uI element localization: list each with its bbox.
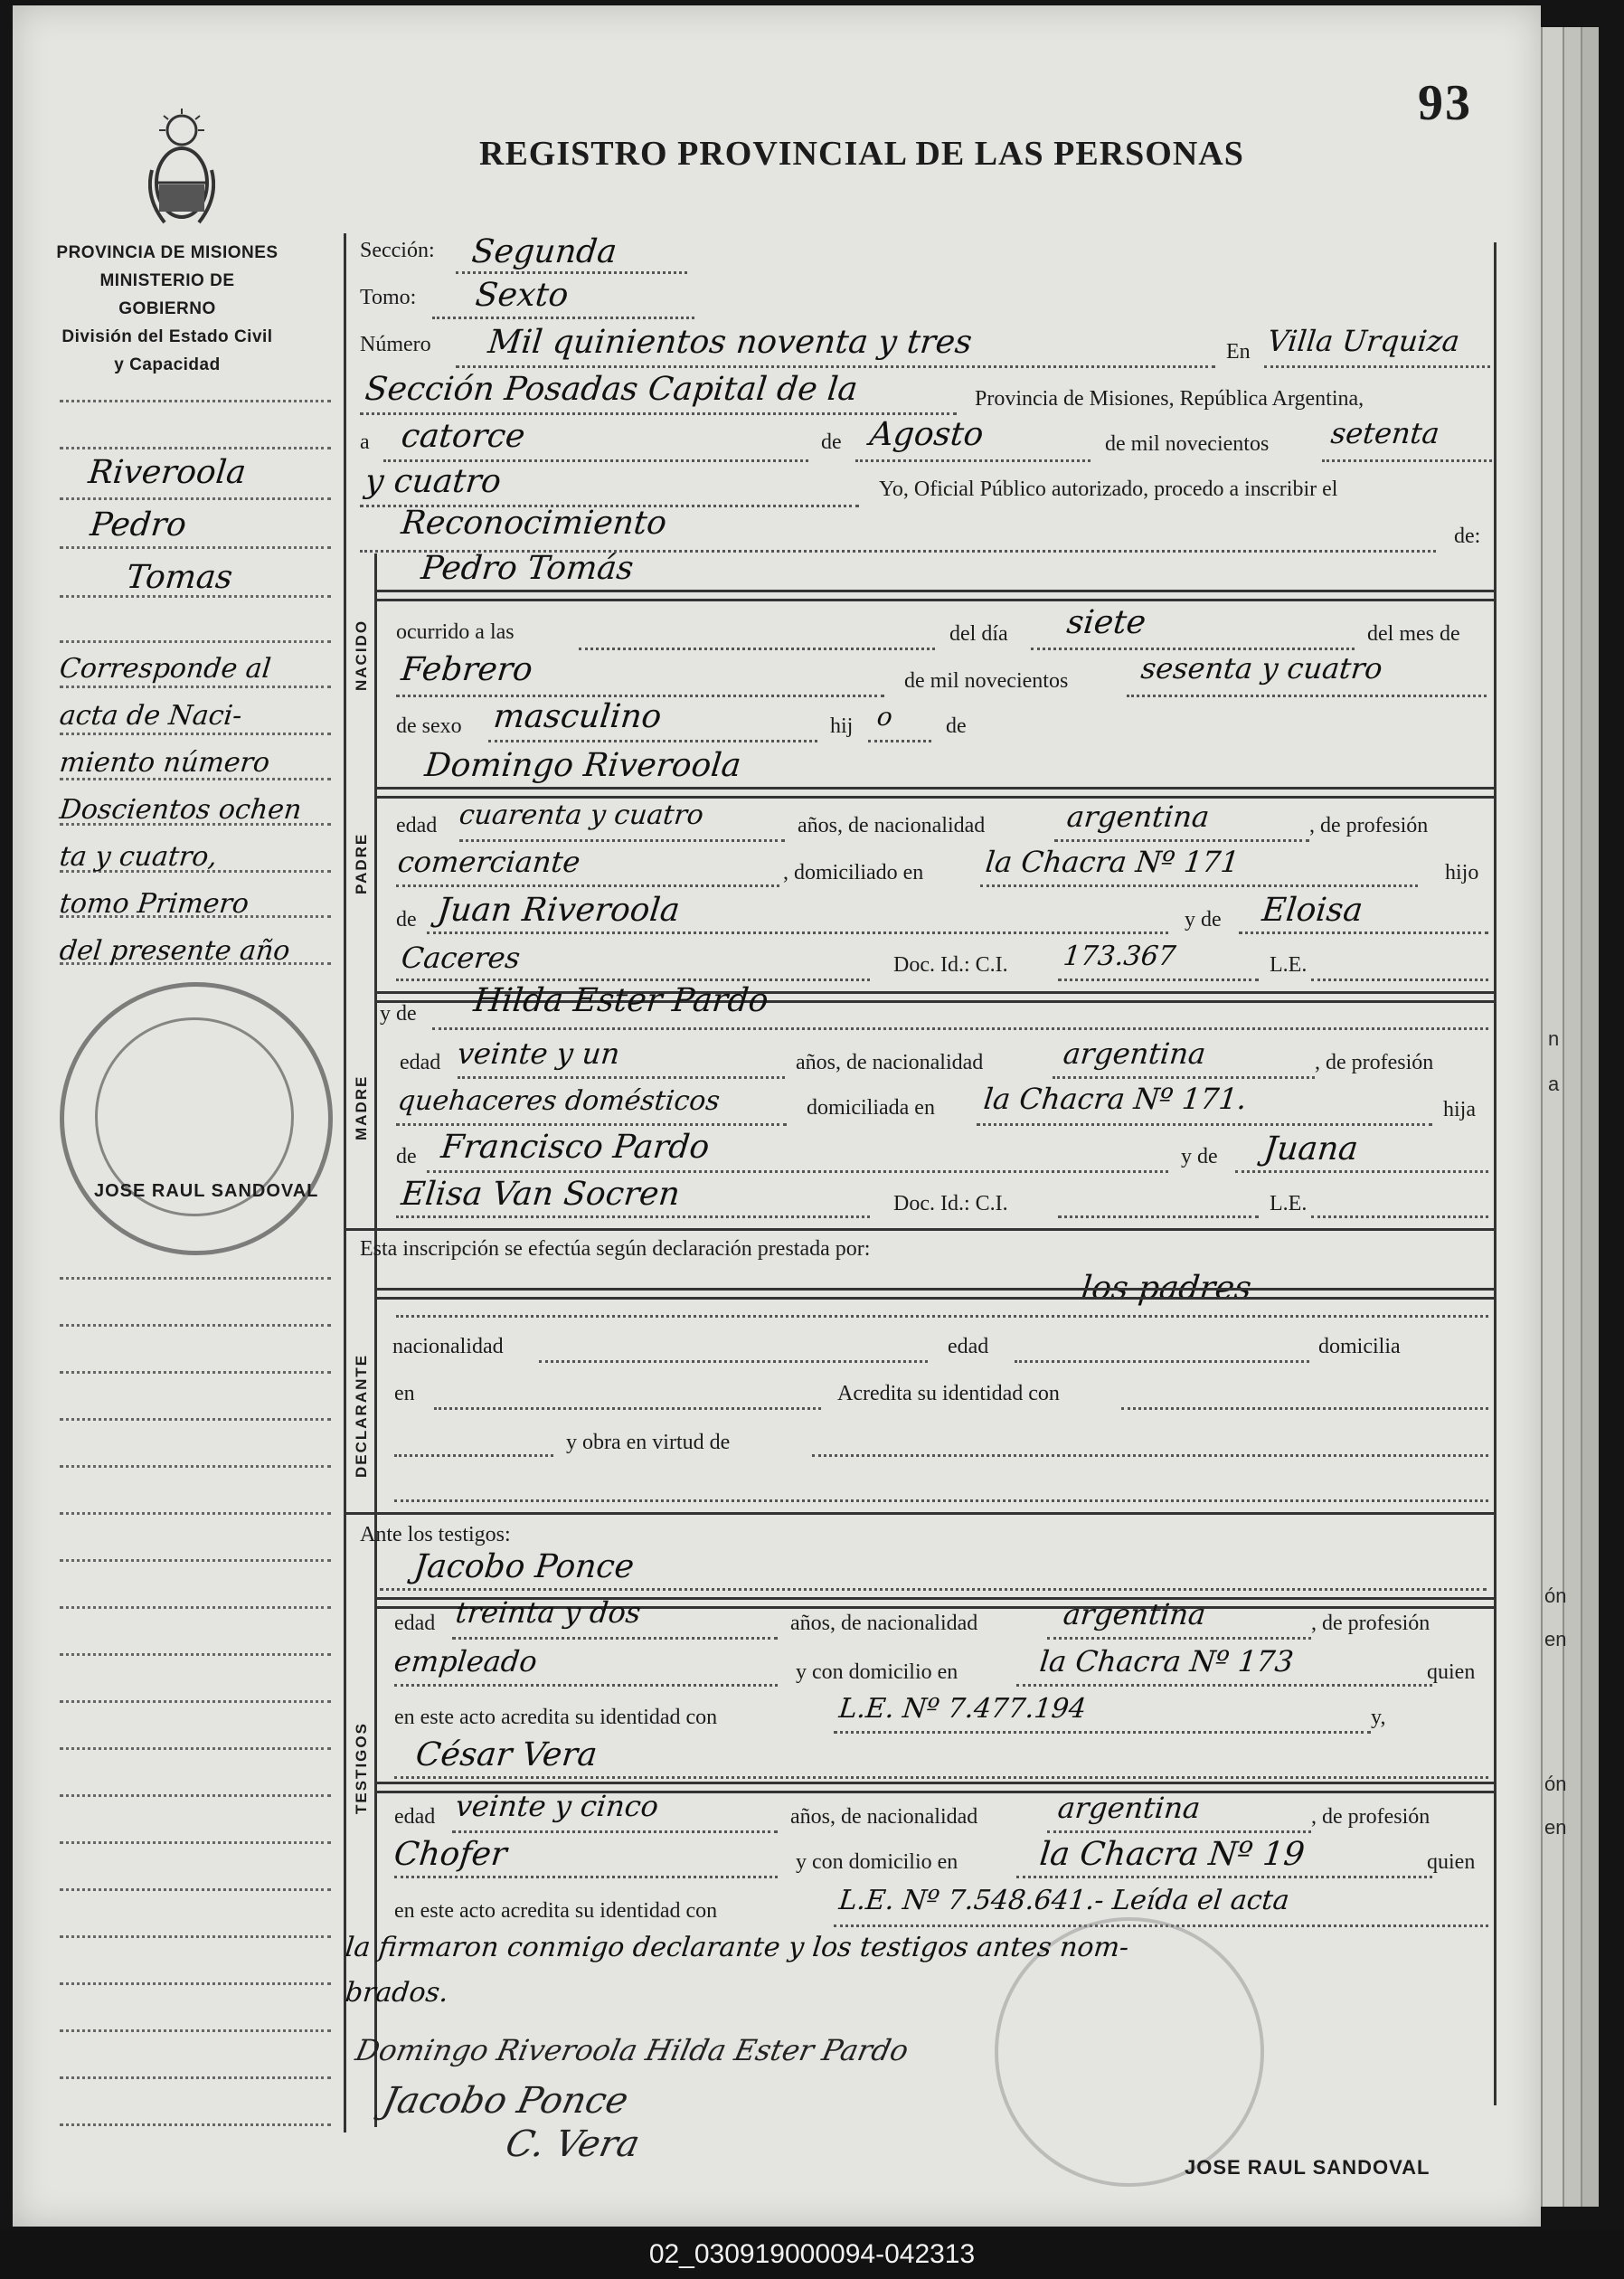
label-declaracion: Esta inscripción se efectúa según declaración prestada por: <box>360 1237 871 1261</box>
section-madre: MADRE <box>353 1074 370 1141</box>
dept-line: MINISTERIO DE GOBIERNO <box>99 271 235 318</box>
field-padre: Domingo Riveroola <box>422 747 743 784</box>
label-ocurrido: ocurrido a las <box>396 620 515 644</box>
field-madre: Hilda Ester Pardo <box>471 982 770 1019</box>
dept-line: División del Estado Civil <box>61 327 273 346</box>
label-quien-2: quien <box>1427 1850 1476 1874</box>
label-testigos: Ante los testigos: <box>360 1523 511 1546</box>
label-de-3: de <box>396 908 417 931</box>
margin-note: acta de Naci- <box>58 700 244 732</box>
label-en-este-acto: en este acto acredita su identidad con <box>394 1706 718 1729</box>
label-de-colon: de: <box>1454 525 1481 548</box>
label-le-m: L.E. <box>1270 1192 1308 1215</box>
label-con-domicilio-2: y con domicilio en <box>796 1850 958 1874</box>
closing-line-1: la firmaron conmigo declarante y los testigos antes nom- <box>344 1932 1131 1963</box>
signature-witness-2: C. Vera <box>502 2123 644 2165</box>
label-sexo: de sexo <box>396 714 462 738</box>
field-declarante: los padres <box>1079 1270 1253 1307</box>
official-stamp <box>60 982 333 1255</box>
field-testigo2: César Vera <box>413 1736 600 1773</box>
field-tomo: Sexto <box>473 277 571 314</box>
dept-line: y Capacidad <box>114 355 221 374</box>
signature-witness-1: Jacobo Ponce <box>379 2080 632 2122</box>
label-tomo: Tomo: <box>360 286 417 309</box>
label-edad-t2: edad <box>394 1805 436 1829</box>
field-madre-dom: la Chacra Nº 171. <box>982 1082 1249 1116</box>
coat-of-arms-icon <box>148 107 215 233</box>
field-madre-edad: veinte y un <box>456 1036 622 1071</box>
margin-note: tomo Primero <box>58 888 250 920</box>
field-nombre: Pedro Tomás <box>419 550 636 587</box>
label-anios-nac: años, de nacionalidad <box>798 814 986 837</box>
field-padre-nac: argentina <box>1065 799 1212 834</box>
field-t2-prof: Chofer <box>392 1836 509 1873</box>
label-domiciliada: domiciliada en <box>807 1096 935 1120</box>
label-profesion: , de profesión <box>1309 814 1429 837</box>
label-le: L.E. <box>1270 953 1308 977</box>
label-de: de <box>821 430 842 454</box>
field-padre-de: Juan Riveroola <box>435 892 682 929</box>
field-t2-nac: argentina <box>1056 1791 1203 1825</box>
label-en: En <box>1226 340 1251 364</box>
edge-text: ón <box>1544 1773 1567 1795</box>
page-edge <box>1581 27 1599 2207</box>
field-madre-y-de: Juana <box>1261 1130 1360 1168</box>
label-anios-nac-t1: años, de nacionalidad <box>790 1612 978 1635</box>
edge-text: en <box>1544 1628 1567 1650</box>
field-padre-ci: 173.367 <box>1062 941 1177 972</box>
label-a: a <box>360 430 370 454</box>
label-de-4: de <box>396 1145 417 1168</box>
label-nacionalidad: nacionalidad <box>392 1335 504 1358</box>
label-provincia: Provincia de Misiones, República Argentina, <box>975 387 1364 411</box>
field-numero: Mil quinientos noventa y tres <box>486 324 974 361</box>
field-t1-prof: empleado <box>392 1644 539 1679</box>
closing-line-2: brados. <box>344 1977 450 2009</box>
label-doc-id: Doc. Id.: C.I. <box>893 953 1008 977</box>
label-edad-t1: edad <box>394 1612 436 1635</box>
label-profesion-t2: , de profesión <box>1311 1805 1430 1829</box>
field-dia: catorce <box>399 418 527 455</box>
margin-note: Tomas <box>124 559 235 596</box>
department-header <box>54 239 280 379</box>
label-en-este-acto-2: en este acto acredita su identidad con <box>394 1899 718 1923</box>
field-seccion: Segunda <box>469 233 619 270</box>
field-acto: Reconocimiento <box>399 505 669 542</box>
edge-text: n <box>1548 1027 1560 1050</box>
field-madre-prof: quehaceres domésticos <box>396 1085 722 1117</box>
field-madre-de: Francisco Pardo <box>439 1129 712 1166</box>
margin-note: Pedro <box>88 506 188 544</box>
label-hijo: hijo <box>1445 861 1479 884</box>
edge-text: en <box>1544 1816 1567 1839</box>
field-padre-y-de: Eloisa <box>1260 892 1365 929</box>
official-signature: JOSE RAUL SANDOVAL <box>1185 2156 1430 2179</box>
document-title: REGISTRO PROVINCIAL DE LAS PERSONAS <box>479 135 1244 173</box>
field-sexo: masculino <box>491 698 664 735</box>
label-seccion: Sección: <box>360 239 435 262</box>
field-padre-edad: cuarenta y cuatro <box>458 799 705 831</box>
dept-line: PROVINCIA DE MISIONES <box>56 243 279 262</box>
field-anio-nac: sesenta y cuatro <box>1139 651 1384 686</box>
margin-note: Doscientos ochen <box>58 794 304 826</box>
edge-text: a <box>1548 1073 1560 1095</box>
margin-note: Corresponde al <box>58 653 273 685</box>
edge-text: ón <box>1544 1584 1567 1607</box>
margin-note: del presente año <box>58 935 292 967</box>
field-padre-apellido: Caceres <box>400 941 523 975</box>
margin-note: ta y cuatro, <box>58 841 219 873</box>
margin-note: miento número <box>58 747 271 779</box>
label-mil-nov: de mil novecientos <box>1105 432 1270 456</box>
label-anios-nac-t2: años, de nacionalidad <box>790 1805 978 1829</box>
label-domicilia: domicilia <box>1318 1335 1401 1358</box>
label-de-2: de <box>946 714 967 738</box>
field-madre-apellido: Elisa Van Socren <box>399 1176 682 1213</box>
section-nacido: NACIDO <box>353 619 370 691</box>
section-testigos: TESTIGOS <box>353 1722 370 1814</box>
label-y-de: y de <box>1185 908 1222 931</box>
label-hija: hija <box>1443 1098 1476 1121</box>
field-lugar: Sección Posadas Capital de la <box>363 371 860 408</box>
label-y-comma: y, <box>1371 1706 1386 1729</box>
label-numero: Número <box>360 333 431 356</box>
label-edad-d: edad <box>948 1335 989 1358</box>
label-del-dia: del día <box>949 622 1008 646</box>
label-edad-m: edad <box>400 1051 441 1074</box>
page-edge <box>1563 27 1582 2207</box>
label-con-domicilio: y con domicilio en <box>796 1660 958 1684</box>
document-id-footer: 02_030919000094-042313 <box>0 2230 1624 2279</box>
section-declarante: DECLARANTE <box>353 1353 370 1478</box>
label-profesion-t1: , de profesión <box>1311 1612 1430 1635</box>
label-obra: y obra en virtud de <box>566 1431 731 1454</box>
label-yo: Yo, Oficial Público autorizado, procedo a inscribir el <box>879 478 1338 501</box>
field-t1-doc: L.E. Nº 7.477.194 <box>837 1693 1088 1725</box>
page-edge <box>1541 27 1567 2207</box>
margin-note: Riveroola <box>86 454 248 491</box>
label-profesion-m: , de profesión <box>1315 1051 1434 1074</box>
field-t1-edad: treinta y dos <box>454 1595 643 1630</box>
signature-parents: Domingo Riveroola Hilda Ester Pardo <box>352 2033 912 2067</box>
section-padre: PADRE <box>353 832 370 895</box>
label-anios-nac-m: años, de nacionalidad <box>796 1051 984 1074</box>
field-en: Villa Urquiza <box>1266 324 1462 358</box>
field-mes: Agosto <box>867 416 986 453</box>
label-quien: quien <box>1427 1660 1476 1684</box>
field-mes-nac: Febrero <box>399 651 534 688</box>
field-t1-nac: argentina <box>1062 1597 1208 1631</box>
field-anio-cont: y cuatro <box>363 463 504 500</box>
field-anio: setenta <box>1329 416 1441 450</box>
label-y-de-m: y de <box>1181 1145 1218 1168</box>
field-t2-edad: veinte y cinco <box>454 1789 661 1823</box>
label-del-mes: del mes de <box>1367 622 1460 646</box>
field-padre-dom: la Chacra Nº 171 <box>984 845 1242 879</box>
page-number: 93 <box>1418 75 1472 131</box>
field-t2-doc: L.E. Nº 7.548.641.- Leída el acta <box>837 1885 1291 1916</box>
label-hij: hij <box>830 714 854 738</box>
field-madre-nac: argentina <box>1062 1036 1208 1071</box>
label-en-d: en <box>394 1382 415 1405</box>
label-edad: edad <box>396 814 438 837</box>
field-padre-prof: comerciante <box>396 845 582 879</box>
label-mil-nov-2: de mil novecientos <box>904 669 1069 693</box>
field-t2-dom: la Chacra Nº 19 <box>1037 1836 1307 1873</box>
label-domiciliado: , domiciliado en <box>783 861 924 884</box>
field-hij: o <box>875 702 894 732</box>
label-doc-id-m: Doc. Id.: C.I. <box>893 1192 1008 1215</box>
field-dia-nac: siete <box>1064 604 1148 641</box>
field-t1-dom: la Chacra Nº 173 <box>1038 1644 1296 1679</box>
label-y-de-madre: y de <box>380 1002 417 1026</box>
stamp-text: JOSE RAUL SANDOVAL <box>94 1181 319 1201</box>
label-acredita: Acredita su identidad con <box>837 1382 1060 1405</box>
field-testigo1: Jacobo Ponce <box>411 1548 637 1585</box>
